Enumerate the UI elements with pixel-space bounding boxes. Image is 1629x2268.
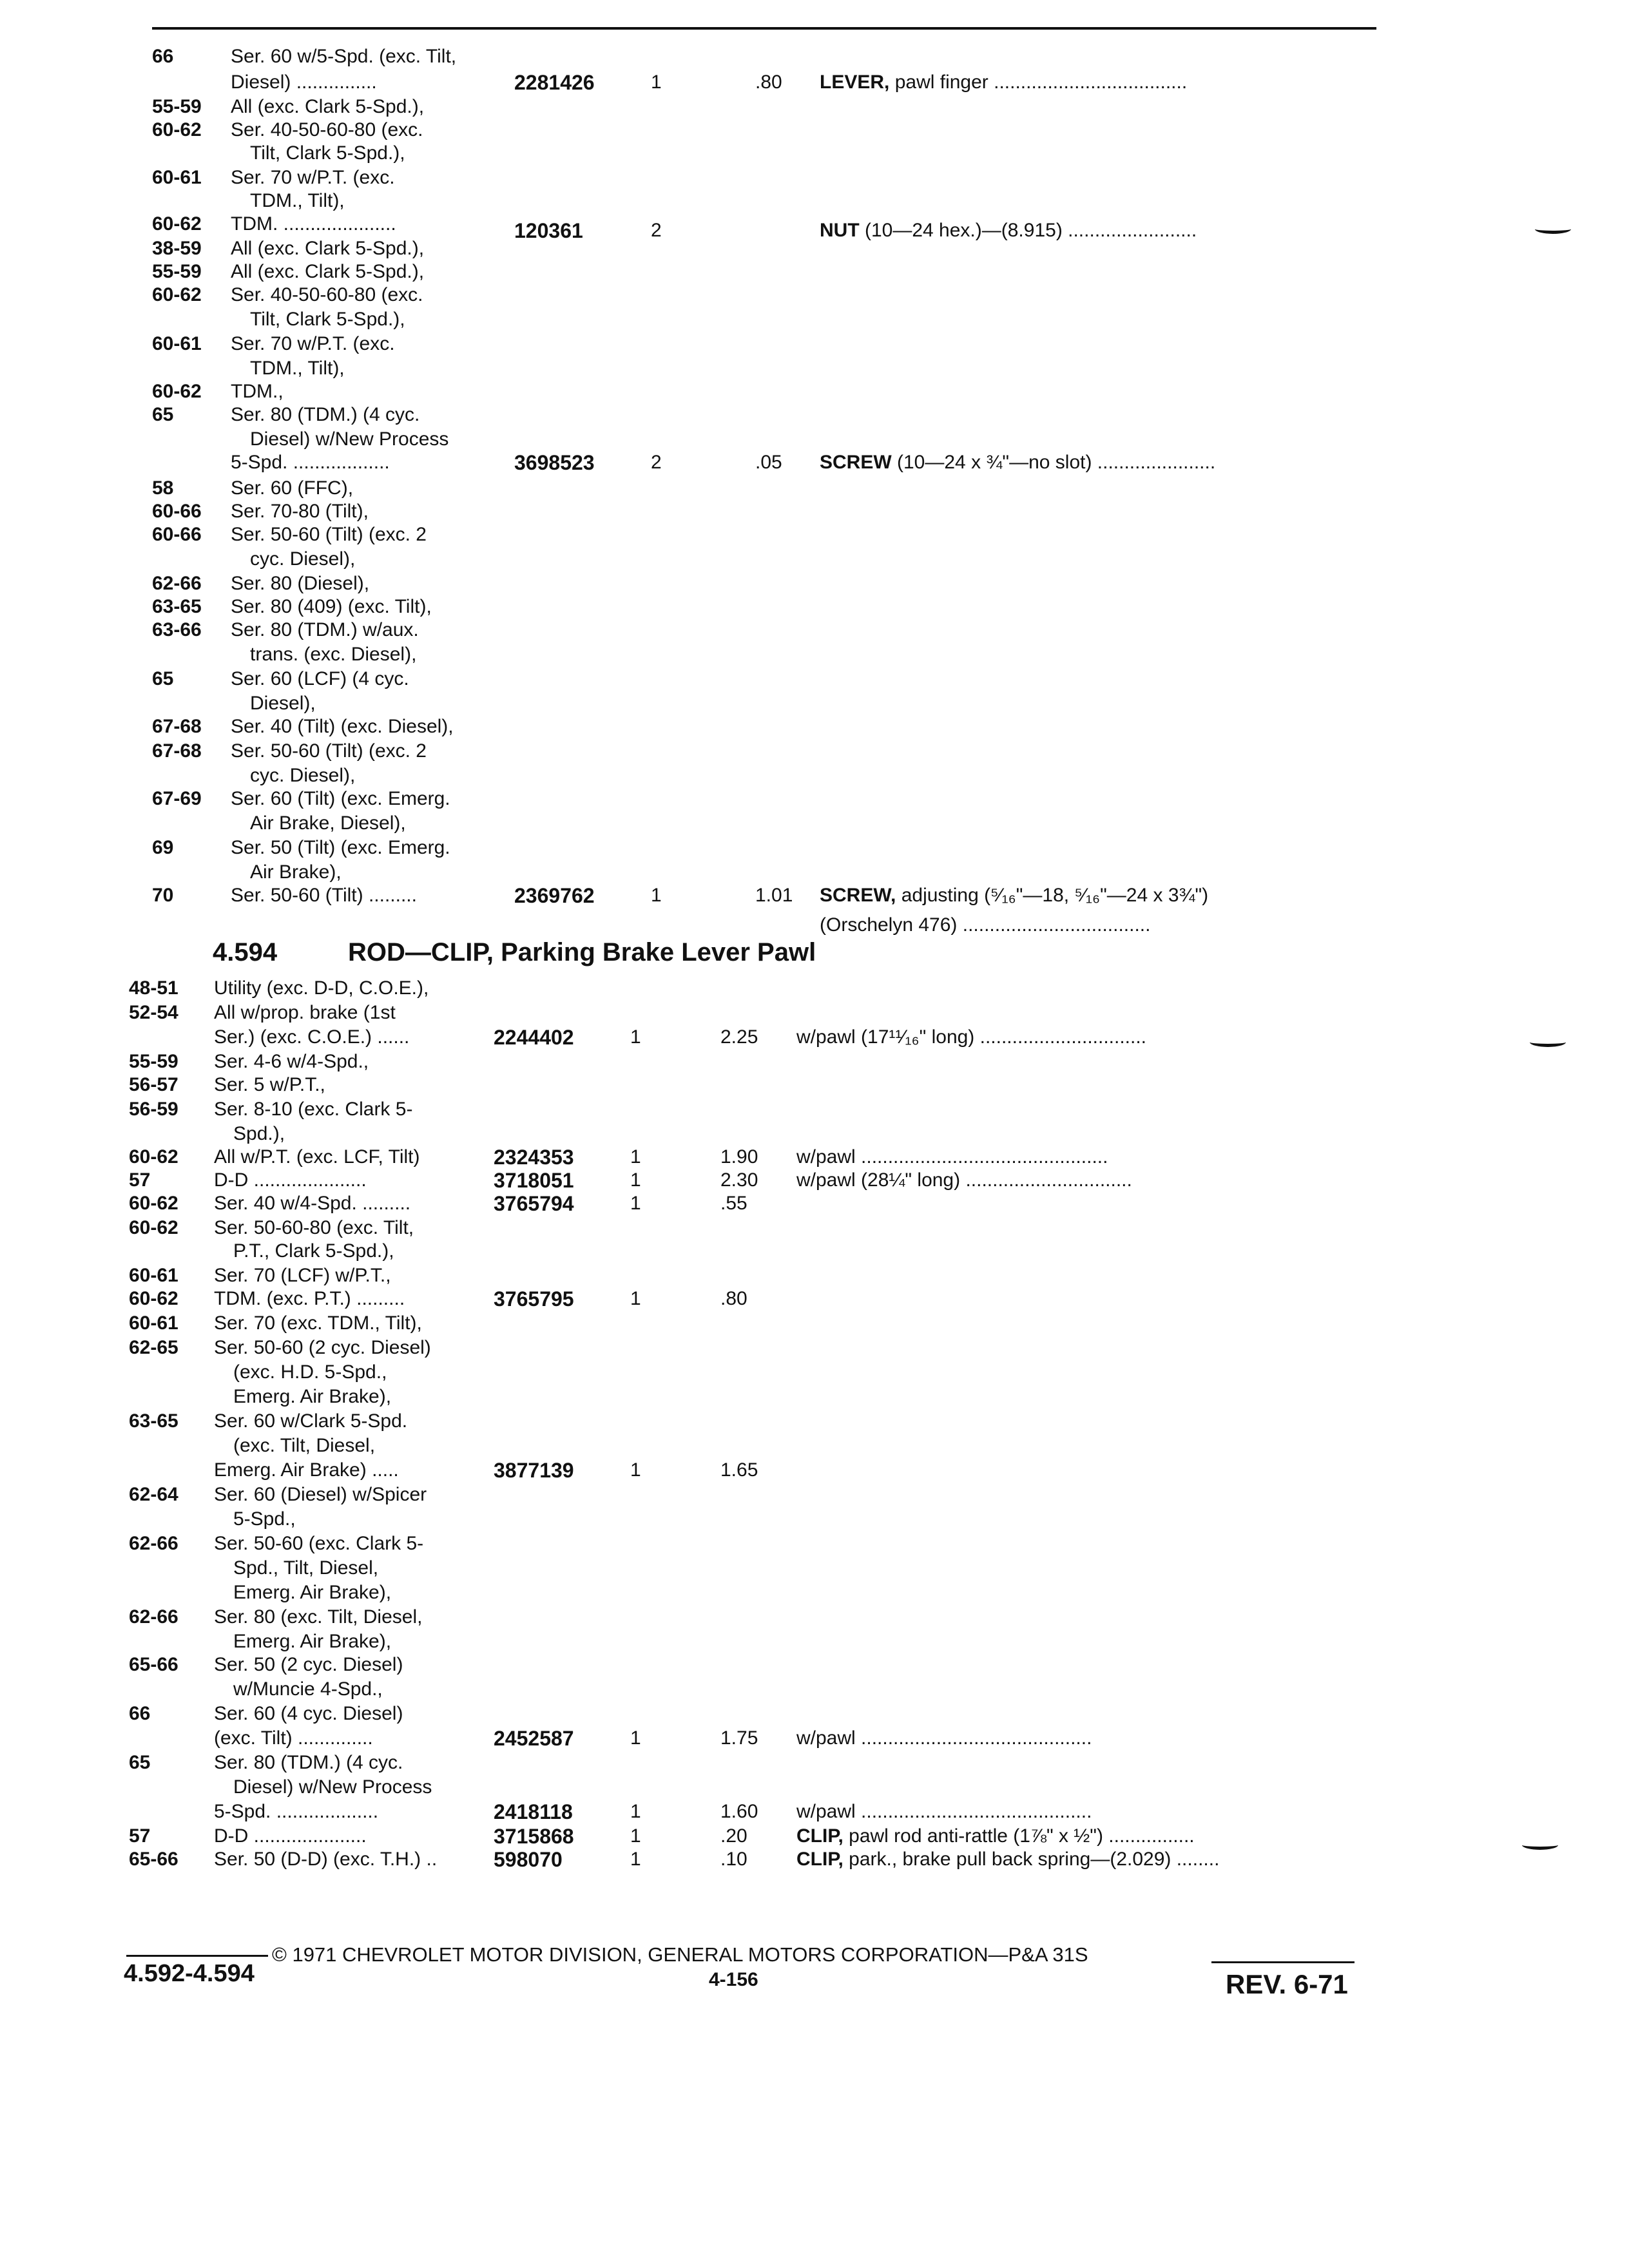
section-number: 4.594	[213, 938, 278, 966]
application-desc: Ser. 8-10 (exc. Clark 5-	[214, 1099, 413, 1120]
application-desc: TDM.,	[231, 381, 284, 402]
application-desc: Spd.),	[233, 1123, 285, 1144]
application-desc: 5-Spd.,	[233, 1508, 296, 1530]
part-number: 3765794	[494, 1192, 574, 1215]
part-description	[796, 1800, 1092, 1823]
model-years: 63-65	[152, 596, 202, 617]
model-years: 60-62	[152, 284, 202, 305]
part-detail: (10—24 hex.)—(8.915) ........................	[859, 220, 1197, 241]
list-price: 2.30	[720, 1169, 758, 1191]
application-desc: Ser. 50 (2 cyc. Diesel)	[214, 1654, 403, 1675]
model-years: 60-61	[129, 1265, 178, 1286]
part-number: 2281426	[514, 71, 595, 94]
quantity: 1	[630, 1169, 641, 1191]
part-name: SCREW,	[820, 885, 896, 906]
part-detail: w/pawl (28¼" long) ...............................	[796, 1169, 1132, 1191]
part-number: 3698523	[514, 451, 595, 474]
list-price: .80	[720, 1288, 747, 1309]
footer-copyright: © 1971 CHEVROLET MOTOR DIVISION, GENERAL MOTORS CORPORATION—P&A 31S	[272, 1943, 1088, 1966]
application-desc: Ser. 40 w/4-Spd. .........	[214, 1193, 411, 1214]
list-price: 1.01	[755, 885, 793, 906]
application-desc: Tilt, Clark 5-Spd.),	[250, 142, 405, 164]
part-detail: pawl rod anti-rattle (1⅞" x ½") ................	[843, 1825, 1195, 1847]
application-desc: TDM. (exc. P.T.) .........	[214, 1288, 405, 1309]
application-desc: All (exc. Clark 5-Spd.),	[231, 96, 425, 117]
model-years: 65	[152, 668, 174, 689]
application-desc: TDM., Tilt),	[250, 358, 345, 379]
application-desc: Ser. 40-50-60-80 (exc.	[231, 284, 423, 305]
part-description	[820, 219, 1197, 242]
part-number: 2369762	[514, 884, 595, 907]
footer-rule-left	[126, 1955, 268, 1957]
list-price: 2.25	[720, 1026, 758, 1048]
part-detail: pawl finger ....................................	[889, 72, 1188, 93]
model-years: 60-62	[129, 1288, 178, 1309]
application-desc: w/Muncie 4-Spd.,	[233, 1678, 383, 1700]
application-desc: D-D .....................	[214, 1169, 367, 1191]
application-desc: Ser. 5 w/P.T.,	[214, 1074, 325, 1095]
part-description	[820, 71, 1187, 94]
application-desc: Ser. 50-60 (Tilt) (exc. 2	[231, 524, 427, 545]
model-years: 66	[129, 1703, 151, 1724]
model-years: 62-66	[152, 573, 202, 594]
top-rule	[152, 27, 1376, 30]
application-desc: Ser.) (exc. C.O.E.) ......	[214, 1026, 410, 1048]
model-years: 66	[152, 46, 174, 67]
application-desc: Ser. 70 (exc. TDM., Tilt),	[214, 1312, 422, 1334]
margin-mark	[1535, 224, 1571, 234]
model-years: 60-66	[152, 501, 202, 522]
part-description	[796, 1026, 1146, 1049]
model-years: 60-66	[152, 524, 202, 545]
model-years: 60-62	[129, 1146, 178, 1168]
list-price: 1.65	[720, 1459, 758, 1481]
model-years: 67-68	[152, 716, 202, 737]
model-years: 69	[152, 837, 174, 858]
application-desc: All (exc. Clark 5-Spd.),	[231, 238, 425, 259]
model-years: 57	[129, 1825, 151, 1847]
application-desc: D-D .....................	[214, 1825, 367, 1847]
application-desc: Ser. 50-60 (Tilt) (exc. 2	[231, 740, 427, 762]
application-desc: Diesel),	[250, 693, 316, 714]
footer-rule-right	[1211, 1961, 1354, 1963]
model-years: 60-62	[152, 213, 202, 235]
application-desc: Ser. 50-60 (Tilt) .........	[231, 885, 417, 906]
application-desc: Emerg. Air Brake),	[233, 1386, 392, 1407]
application-desc: Ser. 80 (Diesel),	[231, 573, 370, 594]
model-years: 55-59	[152, 96, 202, 117]
model-years: 56-57	[129, 1074, 178, 1095]
part-number: 2324353	[494, 1146, 574, 1169]
part-description	[796, 1825, 1195, 1848]
model-years: 38-59	[152, 238, 202, 259]
list-price: .20	[720, 1825, 747, 1847]
model-years: 65	[152, 404, 174, 425]
footer-section-range: 4.592-4.594	[124, 1960, 255, 1987]
application-desc: Ser. 80 (exc. Tilt, Diesel,	[214, 1606, 423, 1628]
model-years: 60-62	[152, 119, 202, 140]
application-desc: Ser. 80 (TDM.) (4 cyc.	[214, 1752, 403, 1773]
part-number: 2452587	[494, 1727, 574, 1750]
part-number: 3718051	[494, 1169, 574, 1192]
part-name: CLIP,	[796, 1825, 843, 1847]
list-price: 1.90	[720, 1146, 758, 1168]
application-desc: Ser. 70 w/P.T. (exc.	[231, 333, 395, 354]
application-desc: cyc. Diesel),	[250, 765, 356, 786]
part-detail: park., brake pull back spring—(2.029) ........	[843, 1849, 1220, 1870]
application-desc: Ser. 60 (4 cyc. Diesel)	[214, 1703, 403, 1724]
model-years: 52-54	[129, 1002, 178, 1023]
application-desc: cyc. Diesel),	[250, 548, 356, 570]
quantity: 2	[651, 452, 662, 473]
quantity: 2	[651, 220, 662, 241]
quantity: 1	[630, 1849, 641, 1870]
model-years: 56-59	[129, 1099, 178, 1120]
part-description	[820, 884, 1208, 907]
application-desc: Air Brake),	[250, 861, 342, 883]
footer-page-number: 4-156	[709, 1969, 758, 1990]
application-desc: Ser. 50-60 (exc. Clark 5-	[214, 1533, 424, 1554]
quantity: 1	[630, 1193, 641, 1214]
application-desc: Emerg. Air Brake) .....	[214, 1459, 399, 1481]
part-name: NUT	[820, 220, 860, 241]
model-years: 62-66	[129, 1533, 178, 1554]
application-desc: Spd., Tilt, Diesel,	[233, 1557, 379, 1579]
model-years: 67-68	[152, 740, 202, 762]
part-detail: w/pawl ..............................................	[796, 1146, 1108, 1168]
model-years: 60-61	[152, 167, 202, 188]
model-years: 62-64	[129, 1484, 178, 1505]
list-price: .80	[755, 72, 782, 93]
application-desc: Ser. 60 w/5-Spd. (exc. Tilt,	[231, 46, 457, 67]
application-desc: Diesel) w/New Process	[250, 428, 449, 450]
part-description	[820, 914, 1150, 937]
model-years: 65	[129, 1752, 151, 1773]
application-desc: Tilt, Clark 5-Spd.),	[250, 309, 405, 330]
model-years: 58	[152, 477, 174, 499]
quantity: 1	[651, 72, 662, 93]
application-desc: (exc. H.D. 5-Spd.,	[233, 1361, 387, 1383]
application-desc: Ser. 4-6 w/4-Spd.,	[214, 1051, 369, 1072]
margin-mark	[1530, 1037, 1566, 1047]
section-title: ROD—CLIP, Parking Brake Lever Pawl	[348, 938, 816, 966]
application-desc: TDM. .....................	[231, 213, 396, 235]
part-detail: (Orschelyn 476) ...................................	[820, 914, 1151, 936]
application-desc: P.T., Clark 5-Spd.),	[233, 1240, 394, 1262]
application-desc: Ser. 60 (LCF) (4 cyc.	[231, 668, 409, 689]
quantity: 1	[630, 1801, 641, 1822]
model-years: 67-69	[152, 788, 202, 809]
application-desc: Ser. 40 (Tilt) (exc. Diesel),	[231, 716, 454, 737]
model-years: 48-51	[129, 977, 178, 999]
part-detail: w/pawl (17¹¹⁄₁₆" long) ...............................	[796, 1026, 1147, 1048]
application-desc: All (exc. Clark 5-Spd.),	[231, 261, 425, 282]
part-name: SCREW	[820, 452, 892, 473]
application-desc: Ser. 60 w/Clark 5-Spd.	[214, 1410, 408, 1432]
application-desc: Ser. 60 (Tilt) (exc. Emerg.	[231, 788, 450, 809]
model-years: 60-61	[152, 333, 202, 354]
part-name: CLIP,	[796, 1849, 843, 1870]
model-years: 60-61	[129, 1312, 178, 1334]
application-desc: (exc. Tilt) ..............	[214, 1727, 373, 1749]
part-number: 3877139	[494, 1459, 574, 1482]
quantity: 1	[651, 885, 662, 906]
part-name: LEVER,	[820, 72, 890, 93]
model-years: 62-66	[129, 1606, 178, 1628]
application-desc: 5-Spd. ...................	[214, 1801, 379, 1822]
application-desc: Ser. 60 (FFC),	[231, 477, 354, 499]
model-years: 63-65	[129, 1410, 178, 1432]
model-years: 57	[129, 1169, 151, 1191]
part-description	[820, 451, 1215, 474]
model-years: 60-62	[129, 1193, 178, 1214]
application-desc: Air Brake, Diesel),	[250, 812, 406, 834]
application-desc: Ser. 60 (Diesel) w/Spicer	[214, 1484, 427, 1505]
application-desc: Utility (exc. D-D, C.O.E.),	[214, 977, 429, 999]
footer-revision: REV. 6-71	[1226, 1969, 1348, 1999]
application-desc: (exc. Tilt, Diesel,	[233, 1435, 376, 1456]
model-years: 60-62	[152, 381, 202, 402]
part-detail: (10—24 x ¾"—no slot) ......................	[891, 452, 1216, 473]
list-price: .55	[720, 1193, 747, 1214]
application-desc: Ser. 50 (D-D) (exc. T.H.) ..	[214, 1849, 438, 1870]
model-years: 55-59	[129, 1051, 178, 1072]
model-years: 65-66	[129, 1849, 178, 1870]
part-detail: w/pawl ...........................................	[796, 1801, 1092, 1822]
list-price: .10	[720, 1849, 747, 1870]
part-description	[796, 1848, 1219, 1871]
part-number: 120361	[514, 219, 583, 242]
application-desc: Ser. 80 (TDM.) w/aux.	[231, 619, 419, 640]
part-detail: w/pawl ...........................................	[796, 1727, 1092, 1749]
list-price: .05	[755, 452, 782, 473]
quantity: 1	[630, 1727, 641, 1749]
model-years: 65-66	[129, 1654, 178, 1675]
part-detail: adjusting (⁵⁄₁₆"—18, ⁵⁄₁₆"—24 x 3¾")	[896, 885, 1209, 906]
application-desc: Diesel) ...............	[231, 72, 377, 93]
application-desc: Ser. 80 (409) (exc. Tilt),	[231, 596, 432, 617]
quantity: 1	[630, 1459, 641, 1481]
application-desc: Diesel) w/New Process	[233, 1776, 432, 1798]
part-description	[796, 1727, 1092, 1750]
application-desc: Emerg. Air Brake),	[233, 1582, 392, 1603]
application-desc: trans. (exc. Diesel),	[250, 644, 417, 665]
application-desc: All w/prop. brake (1st	[214, 1002, 396, 1023]
part-number: 3715868	[494, 1825, 574, 1848]
model-years: 60-62	[129, 1217, 178, 1238]
application-desc: Ser. 70 (LCF) w/P.T.,	[214, 1265, 391, 1286]
application-desc: Ser. 70-80 (Tilt),	[231, 501, 369, 522]
application-desc: TDM., Tilt),	[250, 190, 345, 211]
part-number: 2244402	[494, 1026, 574, 1049]
model-years: 55-59	[152, 261, 202, 282]
model-years: 62-65	[129, 1337, 178, 1358]
quantity: 1	[630, 1825, 641, 1847]
quantity: 1	[630, 1026, 641, 1048]
model-years: 70	[152, 885, 174, 906]
application-desc: Ser. 70 w/P.T. (exc.	[231, 167, 395, 188]
part-description	[796, 1169, 1132, 1192]
application-desc: Ser. 80 (TDM.) (4 cyc.	[231, 404, 420, 425]
model-years: 63-66	[152, 619, 202, 640]
margin-mark	[1522, 1840, 1558, 1850]
list-price: 1.75	[720, 1727, 758, 1749]
application-desc: Emerg. Air Brake),	[233, 1631, 392, 1652]
part-number: 598070	[494, 1848, 563, 1871]
quantity: 1	[630, 1288, 641, 1309]
application-desc: Ser. 40-50-60-80 (exc.	[231, 119, 423, 140]
application-desc: Ser. 50-60 (2 cyc. Diesel)	[214, 1337, 431, 1358]
application-desc: Ser. 50-60-80 (exc. Tilt,	[214, 1217, 414, 1238]
quantity: 1	[630, 1146, 641, 1168]
application-desc: 5-Spd. ..................	[231, 452, 390, 473]
part-description	[796, 1146, 1108, 1169]
application-desc: Ser. 50 (Tilt) (exc. Emerg.	[231, 837, 450, 858]
part-number: 2418118	[494, 1800, 573, 1823]
application-desc: All w/P.T. (exc. LCF, Tilt)	[214, 1146, 420, 1168]
list-price: 1.60	[720, 1801, 758, 1822]
part-number: 3765795	[494, 1287, 574, 1311]
